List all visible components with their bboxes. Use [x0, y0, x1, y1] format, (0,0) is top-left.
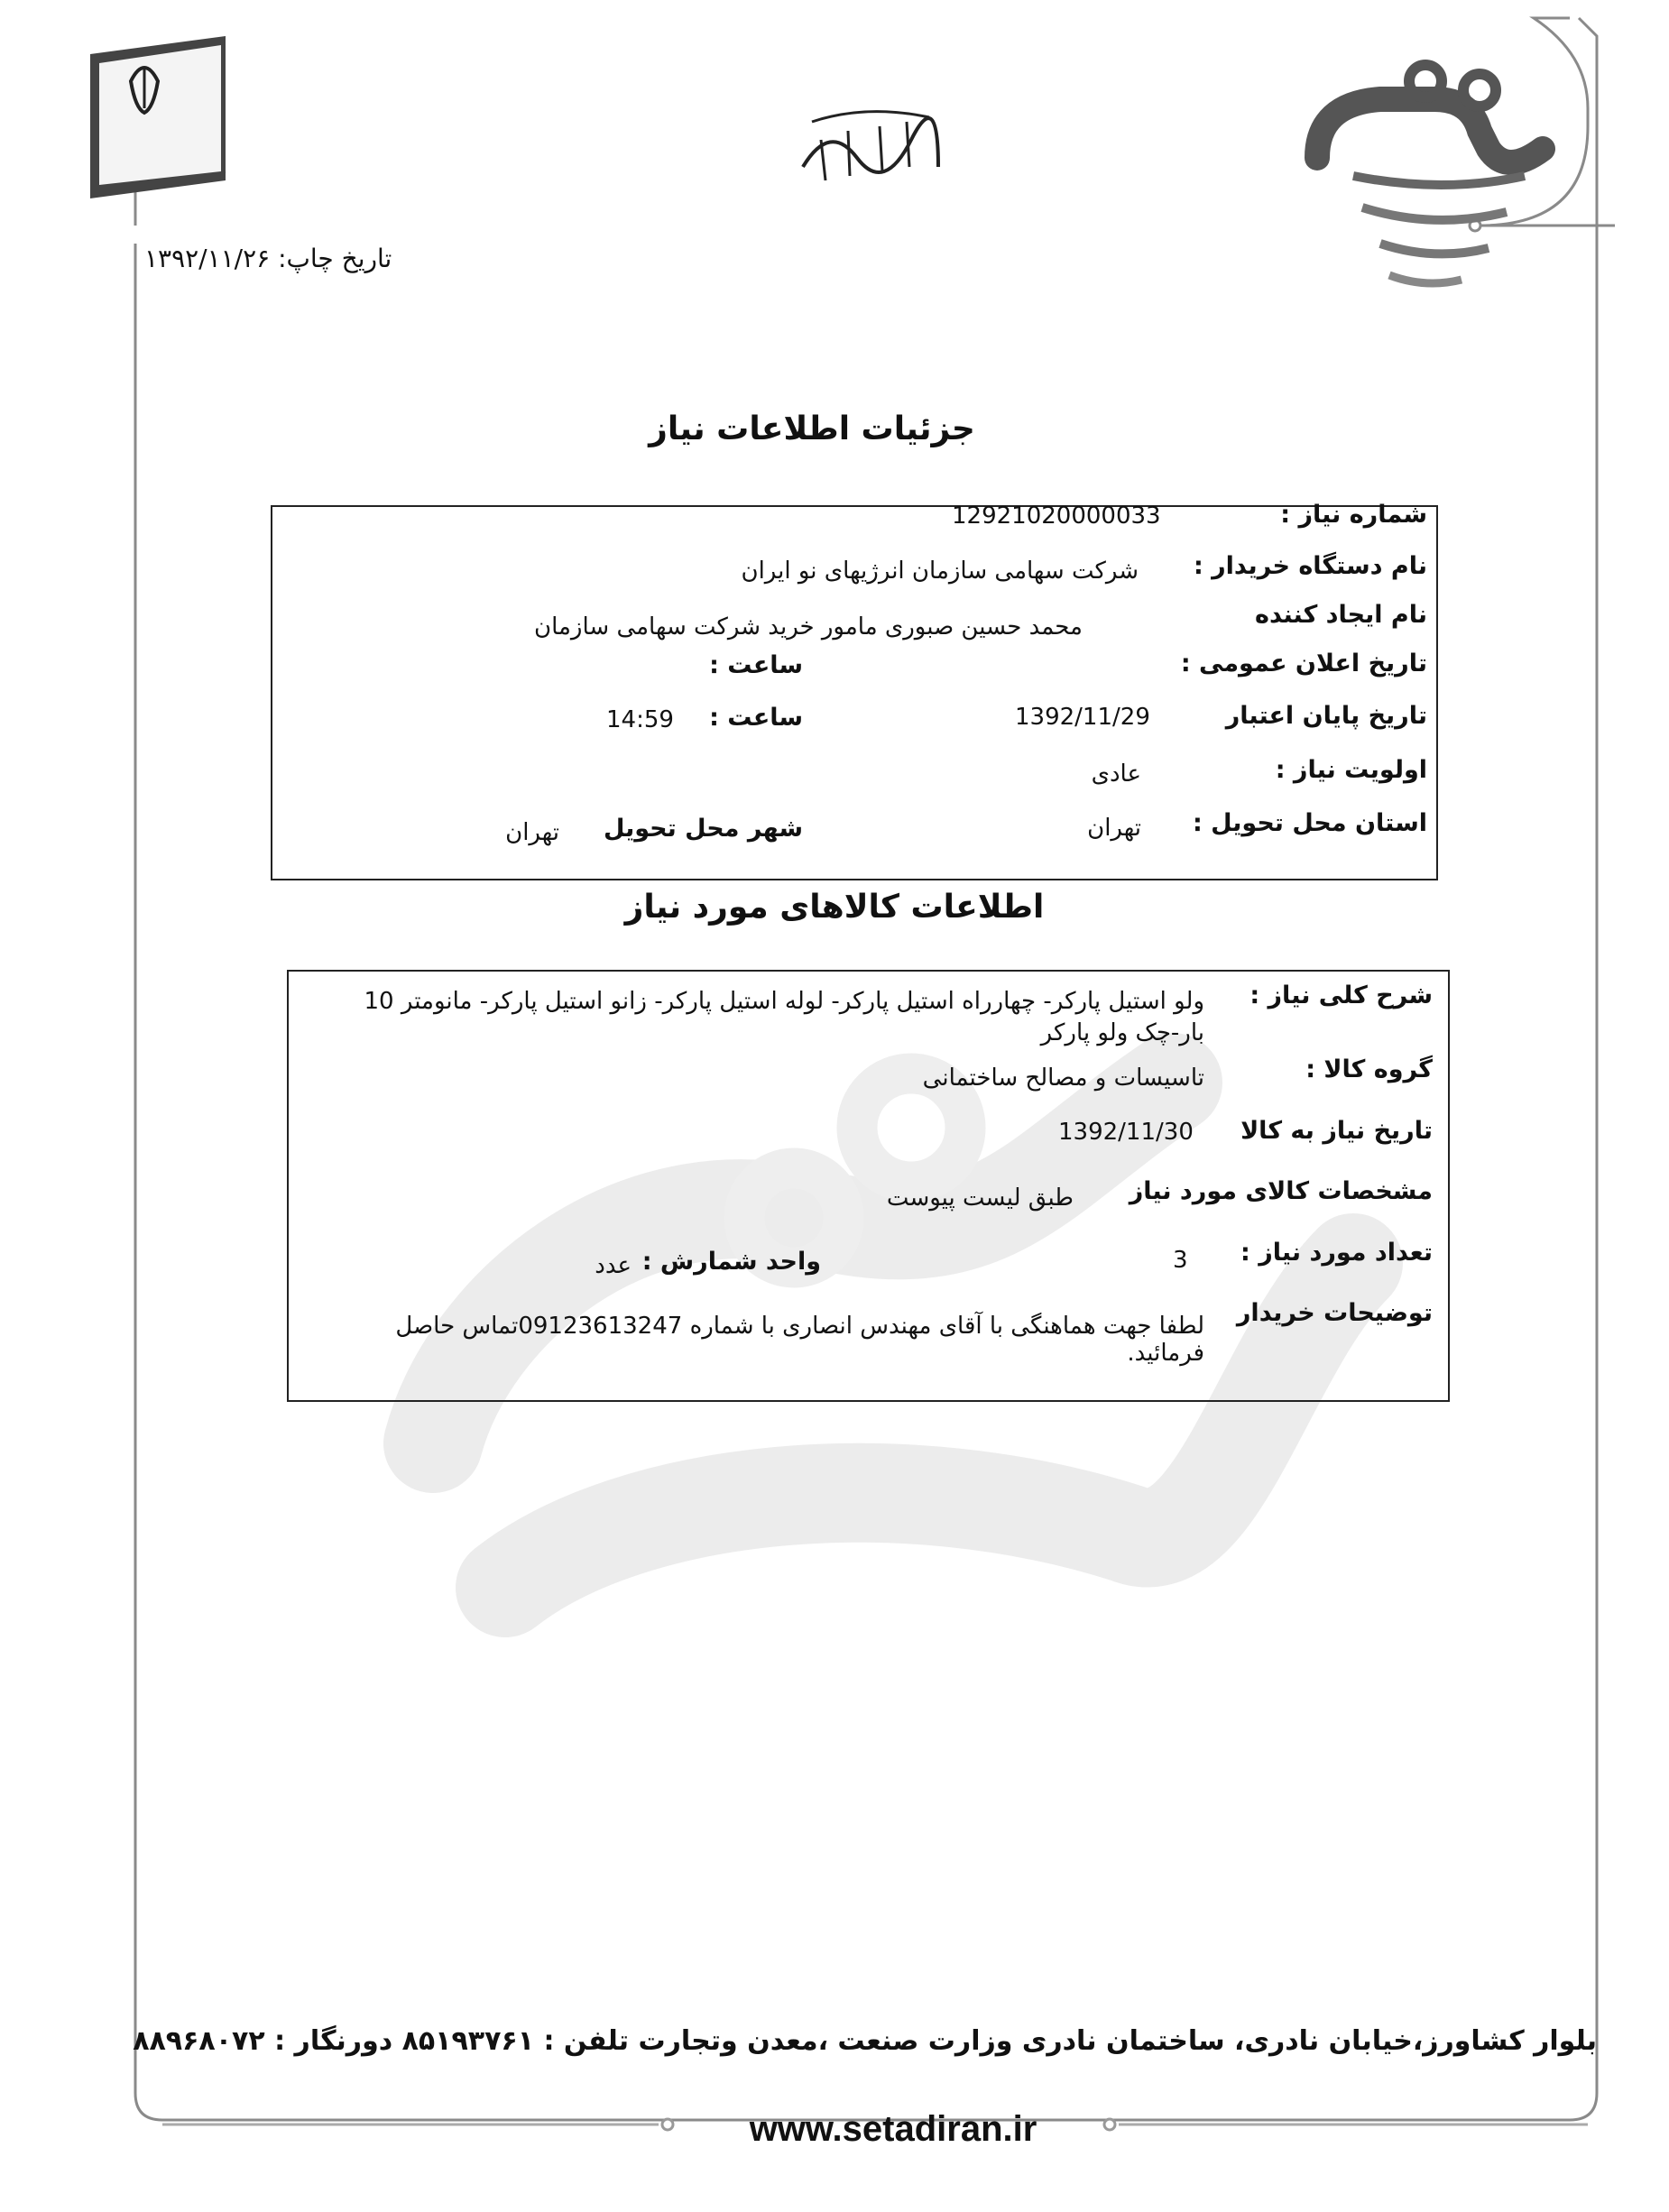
need-date-label: تاریخ نیاز به کالا	[1240, 1117, 1433, 1145]
quantity-value: 3	[1173, 1247, 1188, 1274]
basmala-calligraphy	[794, 104, 947, 194]
need-date-value: 1392/11/30	[1058, 1119, 1194, 1146]
specs-label: مشخصات کالای مورد نیاز	[1129, 1177, 1433, 1205]
buyer-value: شرکت سهامی سازمان انرژیهای نو ایران	[741, 558, 1139, 585]
quantity-label: تعداد مورد نیاز :	[1240, 1239, 1433, 1267]
priority-label: اولویت نیاز :	[1275, 756, 1427, 784]
footer-address: بلوار کشاورز،خیابان نادری، ساختمان نادری وزارت صنعت ،معدن وتجارت تلفن : ۸۵۱۹۳۷۶۱ دورنگار : ۸۸۹۶۸۰۷۲	[133, 2025, 1597, 2057]
buyer-notes-label: توضیحات خریدار	[1236, 1299, 1433, 1327]
creator-value: محمد حسین صبوری مامور خرید شرکت سهامی سازمان	[533, 613, 1083, 641]
need-number-label: شماره نیاز :	[1280, 501, 1427, 529]
description-line-2: بار-چک ولو پارکر	[1040, 1019, 1204, 1046]
city-label: شهر محل تحویل	[603, 815, 803, 843]
description-label: شرح کلی نیاز :	[1249, 982, 1433, 1009]
city-value: تهران	[505, 819, 559, 846]
setad-logo	[1299, 50, 1570, 320]
unit-label: واحد شمارش :	[641, 1248, 821, 1276]
government-emblem	[90, 36, 198, 162]
priority-value: عادی	[1091, 760, 1141, 788]
specs-value: طبق لیست پیوست	[886, 1184, 1074, 1212]
validity-end-value: 1392/11/29	[1015, 704, 1150, 731]
buyer-notes-line-1: لطفا جهت هماهنگی با آقای مهندس انصاری با شماره 09123613247تماس حاصل	[395, 1313, 1204, 1340]
creator-label: نام ایجاد کننده	[1255, 601, 1427, 629]
unit-value: عدد	[595, 1252, 632, 1279]
print-date-label: تاریخ چاپ:	[278, 244, 392, 273]
print-date-value: ۱۳۹۲/۱۱/۲۶	[144, 244, 271, 273]
buyer-label: نام دستگاه خریدار :	[1193, 552, 1427, 580]
province-value: تهران	[1087, 815, 1141, 842]
goods-group-value: تاسیسات و مصالح ساختمانی	[922, 1065, 1204, 1092]
province-label: استان محل تحویل :	[1192, 809, 1427, 837]
announce-date-label: تاریخ اعلان عمومی :	[1180, 650, 1427, 677]
section-title-need-details: جزئیات اطلاعات نیاز	[649, 410, 975, 447]
buyer-notes-line-2: فرمائید.	[1127, 1340, 1204, 1367]
footer-website: www.setadiran.ir	[749, 2109, 1037, 2149]
goods-group-label: گروه کالا :	[1305, 1055, 1433, 1083]
validity-time-value: 14:59	[606, 706, 674, 733]
announce-time-label: ساعت :	[709, 651, 803, 679]
validity-end-label: تاریخ پایان اعتبار	[1225, 702, 1427, 730]
need-number-value: 12921020000033	[952, 502, 1161, 530]
section-title-goods-info: اطلاعات کالاهای مورد نیاز	[624, 889, 1045, 926]
print-date	[144, 244, 392, 273]
description-line-1: ولو استیل پارکر- چهارراه استیل پارکر- لوله استیل پارکر- زانو استیل پارکر- مانومتر 10	[364, 988, 1204, 1015]
validity-time-label: ساعت :	[709, 704, 803, 732]
